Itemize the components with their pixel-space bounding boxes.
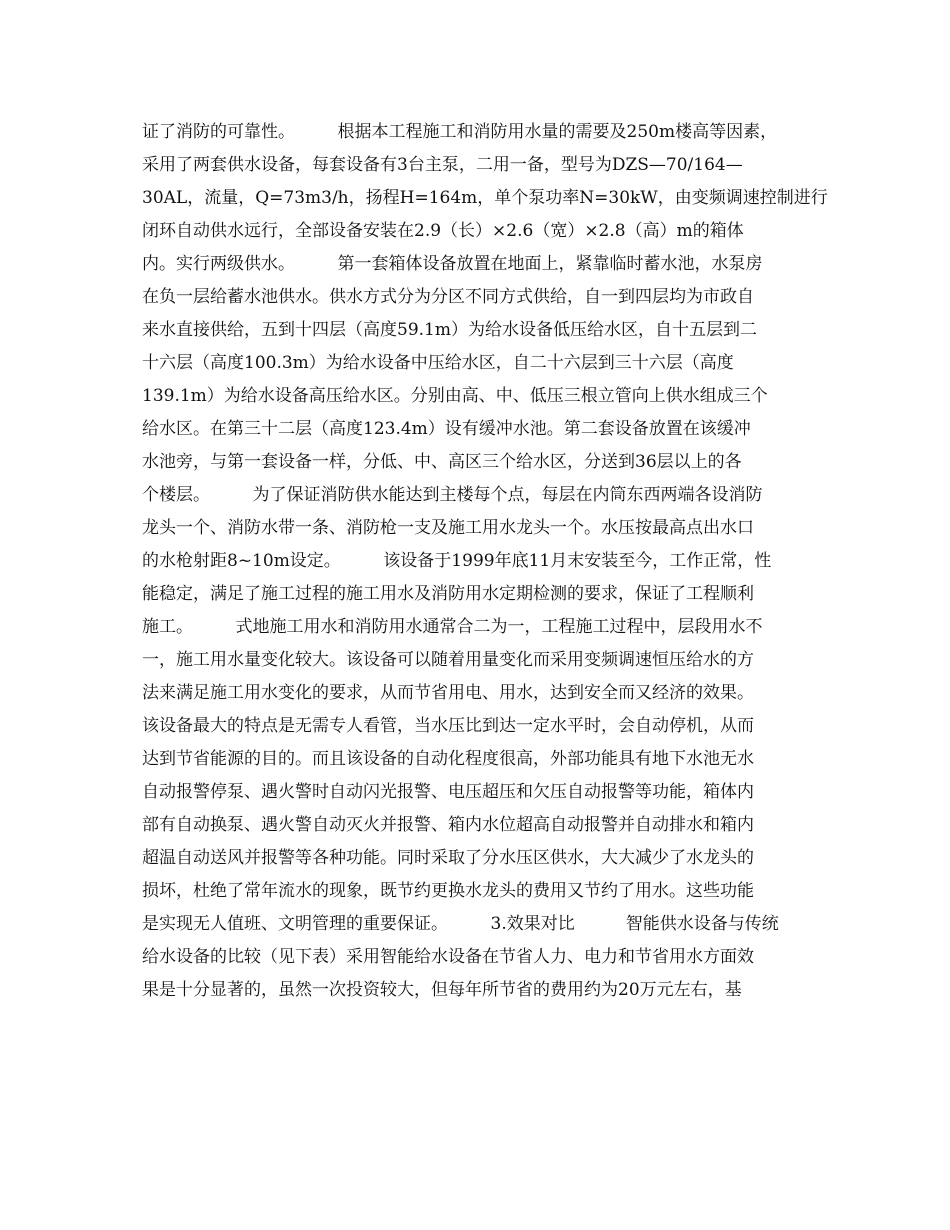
text-line: 个楼层。 为了保证消防供水能达到主楼每个点，每层在内筒东西两端各设消防 [142, 485, 763, 505]
text-line: 能稳定，满足了施工过程的施工用水及消防用水定期检测的要求，保证了工程顺利 [142, 584, 754, 604]
text-line: 十六层（高度100.3m）为给水设备中压给水区，自二十六层到三十六层（高度 [142, 353, 734, 373]
text-line: 部有自动换泵、遇火警自动灭火并报警、箱内水位超高自动报警并自动排水和箱内 [142, 815, 754, 835]
text-line: 139.1m）为给水设备高压给水区。分别由高、中、低压三根立管向上供水组成三个 [142, 386, 768, 406]
text-line: 损坏，杜绝了常年流水的现象，既节约更换水龙头的费用又节约了用水。这些功能 [142, 881, 754, 901]
text-line: 在负一层给蓄水池供水。供水方式分为分区不同方式供给，自一到四层均为市政自 [142, 287, 754, 307]
text-line: 是实现无人值班、文明管理的重要保证。 3.效果对比 智能供水设备与传统 [142, 914, 779, 934]
text-line: 闭环自动供水远行，全部设备安装在2.9（长）×2.6（宽）×2.8（高）m的箱体 [142, 221, 744, 241]
text-line: 来水直接供给，五到十四层（高度59.1m）为给水设备低压给水区，自十五层到二 [142, 320, 757, 340]
text-line: 该设备最大的特点是无需专人看管，当水压比到达一定水平时，会自动停机，从而 [142, 716, 754, 736]
text-line: 证了消防的可靠性。 根据本工程施工和消防用水量的需要及250m楼高等因素， [142, 122, 778, 142]
text-line: 内。实行两级供水。 第一套箱体设备放置在地面上，紧靠临时蓄水池，水泵房 [142, 254, 763, 274]
text-line: 施工。 式地施工用水和消防用水通常合二为一，工程施工过程中，层段用水不 [142, 617, 763, 637]
text-line: 法来满足施工用水变化的要求，从而节省用电、用水，达到安全而又经济的效果。 [142, 683, 754, 703]
body-text [142, 116, 832, 1007]
text-line: 30AL，流量，Q=73m3/h，扬程H=164m，单个泵功率N=30kW，由变频调速控制进行 [142, 188, 828, 208]
text-line: 自动报警停泵、遇火警时自动闪光报警、电压超压和欠压自动报警等功能，箱体内 [142, 782, 754, 802]
text-line: 超温自动送风并报警等各种功能。同时采取了分水压区供水，大大减少了水龙头的 [142, 848, 754, 868]
text-line: 一，施工用水量变化较大。该设备可以随着用量变化而采用变频调速恒压给水的方 [142, 650, 754, 670]
text-line: 给水区。在第三十二层（高度123.4m）设有缓冲水池。第二套设备放置在该缓冲 [142, 419, 751, 439]
text-line: 给水设备的比较（见下表）采用智能给水设备在节省人力、电力和节省用水方面效 [142, 947, 754, 967]
text-line: 水池旁，与第一套设备一样，分低、中、高区三个给水区，分送到36层以上的各 [142, 452, 742, 472]
text-line: 果是十分显著的，虽然一次投资较大，但每年所节省的费用约为20万元左右，基 [142, 980, 742, 1000]
text-line: 的水枪射距8~10m设定。 该设备于1999年底11月末安装至今，工作正常，性 [142, 551, 772, 571]
text-line: 采用了两套供水设备，每套设备有3台主泵，二用一备，型号为DZS—70/164— [142, 155, 743, 175]
text-line: 达到节省能源的目的。而且该设备的自动化程度很高，外部功能具有地下水池无水 [142, 749, 754, 769]
text-line: 龙头一个、消防水带一条、消防枪一支及施工用水龙头一个。水压按最高点出水口 [142, 518, 754, 538]
